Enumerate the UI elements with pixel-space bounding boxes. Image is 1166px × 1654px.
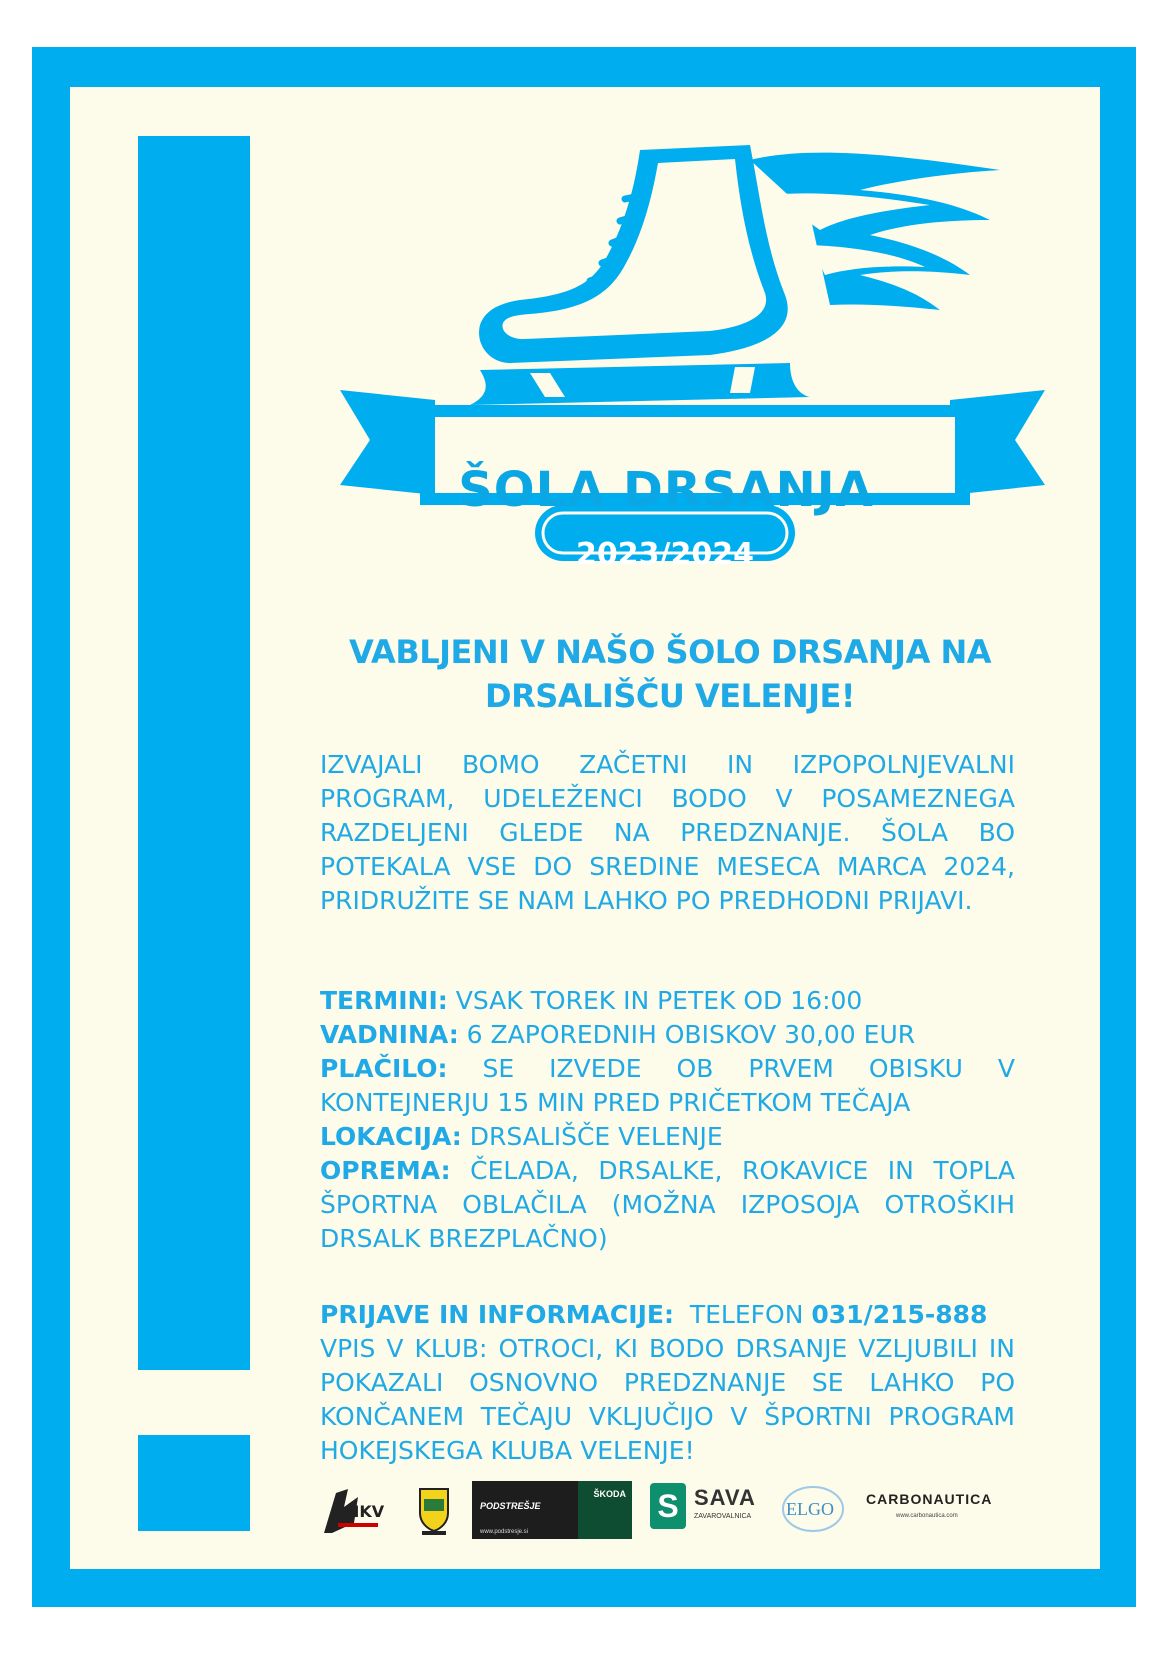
elgo-logo: [780, 1483, 846, 1535]
details-block: [320, 984, 1015, 1256]
logo-year: 2023/2024: [576, 537, 754, 572]
contact-block: [320, 1298, 1015, 1468]
vadnina-value: 6 ZAPOREDNIH OBISKOV 30,00 EUR: [466, 1020, 916, 1049]
podstresje-url: www.podstresje.si: [480, 1529, 529, 1535]
contact-row: [320, 1298, 1015, 1332]
club-info: VPIS V KLUB: OTROCI, KI BODO DRSANJE VZLJUBILI IN POKAZALI OSNOVNO PREDZNANJE SE LAHKO PO KONČANEM TEČAJU VKLJUČIJO V ŠPORTNI PROGRAM HOKEJSKEGA KLUBA VELENJE!: [320, 1334, 1015, 1465]
oprema-value: ČELADA, DRSALKE, ROKAVICE IN TOPLA ŠPORTNA OBLAČILA (MOŽNA IZPOSOJA OTROŠKIH DRSALK BREZPLAČNO): [320, 1156, 1015, 1253]
hky-logo-text: HKV: [346, 1502, 384, 1521]
sava-sub: ZAVAROVALNICA: [694, 1513, 752, 1520]
contact-label: PRIJAVE IN INFORMACIJE:: [320, 1300, 674, 1329]
carbonautica-text: CARBONAUTICA: [866, 1491, 993, 1507]
lokacija-row: [320, 1120, 1015, 1154]
podstresje-skoda-logo: [472, 1481, 632, 1539]
carbonautica-logo: [866, 1491, 1016, 1531]
oprema-label: OPREMA:: [320, 1156, 451, 1185]
lokacija-label: LOKACIJA:: [320, 1122, 462, 1151]
carbonautica-url: www.carbonautica.com: [896, 1513, 958, 1519]
headline-line-1: VABLJENI V NAŠO ŠOLO DRSANJA NA: [348, 633, 992, 671]
elgo-text: ELGO: [786, 1499, 834, 1519]
intro-paragraph: IZVAJALI BOMO ZAČETNI IN IZPOPOLNJEVALNI PROGRAM, UDELEŽENCI BODO V POSAMEZNEGA RAZDELJENI GLEDE NA PREDZNANJE. ŠOLA BO POTEKALA VSE DO SREDINE MESECA MARCA 2024, PRIDRUŽITE SE NAM LAHKO PO PREDHODNI PRIJAVI.: [320, 750, 1015, 915]
termini-row: [320, 984, 1015, 1018]
podstresje-text: PODSTREŠJE: [480, 1501, 541, 1511]
headline-line-2: DRSALIŠČU VELENJE!: [485, 677, 855, 715]
termini-value: VSAK TOREK IN PETEK OD 16:00: [455, 986, 863, 1015]
lokacija-value: DRSALIŠČE VELENJE: [469, 1122, 723, 1151]
exclamation-bar: [138, 136, 250, 1370]
placilo-value: SE IZVEDE OB PRVEM OBISKU V KONTEJNERJU 15 MIN PRED PRIČETKOM TEČAJA: [320, 1054, 1015, 1117]
sponsor-strip: [318, 1475, 1018, 1555]
sava-logo: [650, 1483, 760, 1533]
sava-mark: S: [650, 1483, 686, 1529]
vadnina-label: VADNINA:: [320, 1020, 459, 1049]
exclamation-dot: [138, 1435, 250, 1531]
hky-logo-icon: [318, 1483, 384, 1537]
oprema-row: [320, 1154, 1015, 1256]
placilo-row: [320, 1052, 1015, 1120]
placilo-label: PLAČILO:: [320, 1054, 448, 1083]
skoda-text: ŠKODA: [593, 1489, 626, 1499]
termini-label: TERMINI:: [320, 986, 448, 1015]
velenje-crest-icon: [418, 1487, 450, 1535]
vadnina-row: [320, 1018, 1015, 1052]
phone-prefix: TELEFON: [689, 1300, 804, 1329]
logo-title: ŠOLA DRSANJA: [458, 462, 874, 518]
phone-number: 031/215-888: [811, 1300, 988, 1329]
sava-name: SAVA: [694, 1485, 756, 1510]
headline: [300, 630, 1040, 718]
